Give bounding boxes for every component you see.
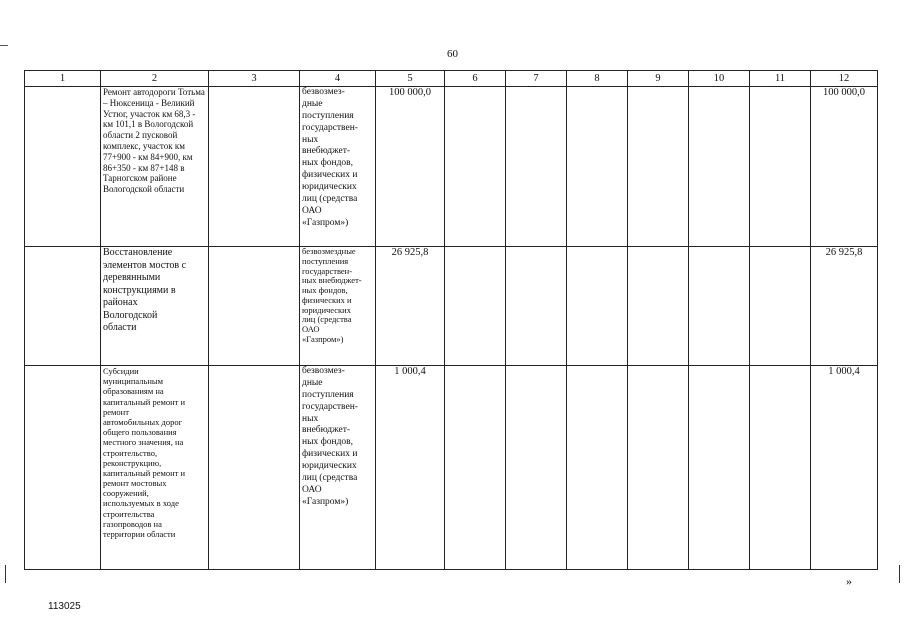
cell-total: 100 000,0 <box>811 87 878 247</box>
cell-description: Субсидии муниципальным образованиям на капитальный ремонт и ремонт автомобильных дорог общего пользования местного значения, на строительство, реконструкцию, капитальный ремонт и ремонт мостовых сооружений, используемых в ходе строительства газопроводов на территории области <box>101 366 209 570</box>
column-header: 12 <box>811 71 878 87</box>
column-header: 8 <box>567 71 628 87</box>
cell-empty <box>445 366 506 570</box>
right-edge-tick <box>899 565 900 583</box>
cell-amount: 1 000,4 <box>376 366 445 570</box>
cell-funding-source: безвозмездные поступления государствен- ных внебюджет- ных фондов, физических и юридических лиц (средства ОАО «Газпром») <box>300 247 376 366</box>
cell-funding-source: безвозмез- дные поступления государствен- ных внебюджет- ных фондов, физических и юридических лиц (средства ОАО «Газпром») <box>300 87 376 247</box>
column-header: 10 <box>689 71 750 87</box>
cell-empty <box>689 366 750 570</box>
table-row <box>25 366 878 570</box>
cell-funding-source: безвозмез- дные поступления государствен- ных внебюджет- ных фондов, физических и юридических лиц (средства ОАО «Газпром») <box>300 366 376 570</box>
cell-empty <box>25 366 101 570</box>
cell-empty <box>567 247 628 366</box>
budget-table <box>24 70 878 570</box>
cell-empty <box>750 366 811 570</box>
cell-description: Ремонт автодороги Тотьма – Нюксеница - Великий Устюг, участок км 68,3 - км 101,1 в Вологодской области 2 пусковой комплекс, участок км 77+900 - км 84+900, км 86+350 - км 87+148 в Тарногском районе Вологодской области <box>101 87 209 247</box>
cell-amount: 100 000,0 <box>376 87 445 247</box>
cell-empty <box>567 87 628 247</box>
cell-empty <box>750 247 811 366</box>
page-number: 60 <box>447 48 458 60</box>
header-row <box>25 71 878 87</box>
cell-empty <box>567 366 628 570</box>
table-row <box>25 87 878 247</box>
column-header: 4 <box>300 71 376 87</box>
cell-empty <box>506 87 567 247</box>
column-header: 11 <box>750 71 811 87</box>
cell-total: 26 925,8 <box>811 247 878 366</box>
cell-description: Восстановление элементов мостов с деревянными конструкциями в районах Вологодской области <box>101 247 209 366</box>
table-row <box>25 247 878 366</box>
cell-empty <box>445 87 506 247</box>
cell-empty <box>506 366 567 570</box>
cell-empty <box>628 366 689 570</box>
cell-empty <box>25 247 101 366</box>
cell-empty <box>209 87 300 247</box>
column-header: 3 <box>209 71 300 87</box>
left-edge-tick <box>5 565 6 583</box>
cell-empty <box>25 87 101 247</box>
cell-total: 1 000,4 <box>811 366 878 570</box>
column-header: 5 <box>376 71 445 87</box>
column-header: 1 <box>25 71 101 87</box>
cell-empty <box>628 87 689 247</box>
cell-empty <box>445 247 506 366</box>
column-header: 6 <box>445 71 506 87</box>
cell-empty <box>506 247 567 366</box>
cell-empty <box>750 87 811 247</box>
closing-quote: » <box>846 574 852 588</box>
cell-empty <box>689 87 750 247</box>
column-header: 2 <box>101 71 209 87</box>
column-header: 9 <box>628 71 689 87</box>
cell-amount: 26 925,8 <box>376 247 445 366</box>
document-code: 113025 <box>48 601 81 612</box>
cell-empty <box>209 247 300 366</box>
margin-mark <box>0 45 8 46</box>
cell-empty <box>209 366 300 570</box>
cell-empty <box>689 247 750 366</box>
column-header: 7 <box>506 71 567 87</box>
cell-empty <box>628 247 689 366</box>
